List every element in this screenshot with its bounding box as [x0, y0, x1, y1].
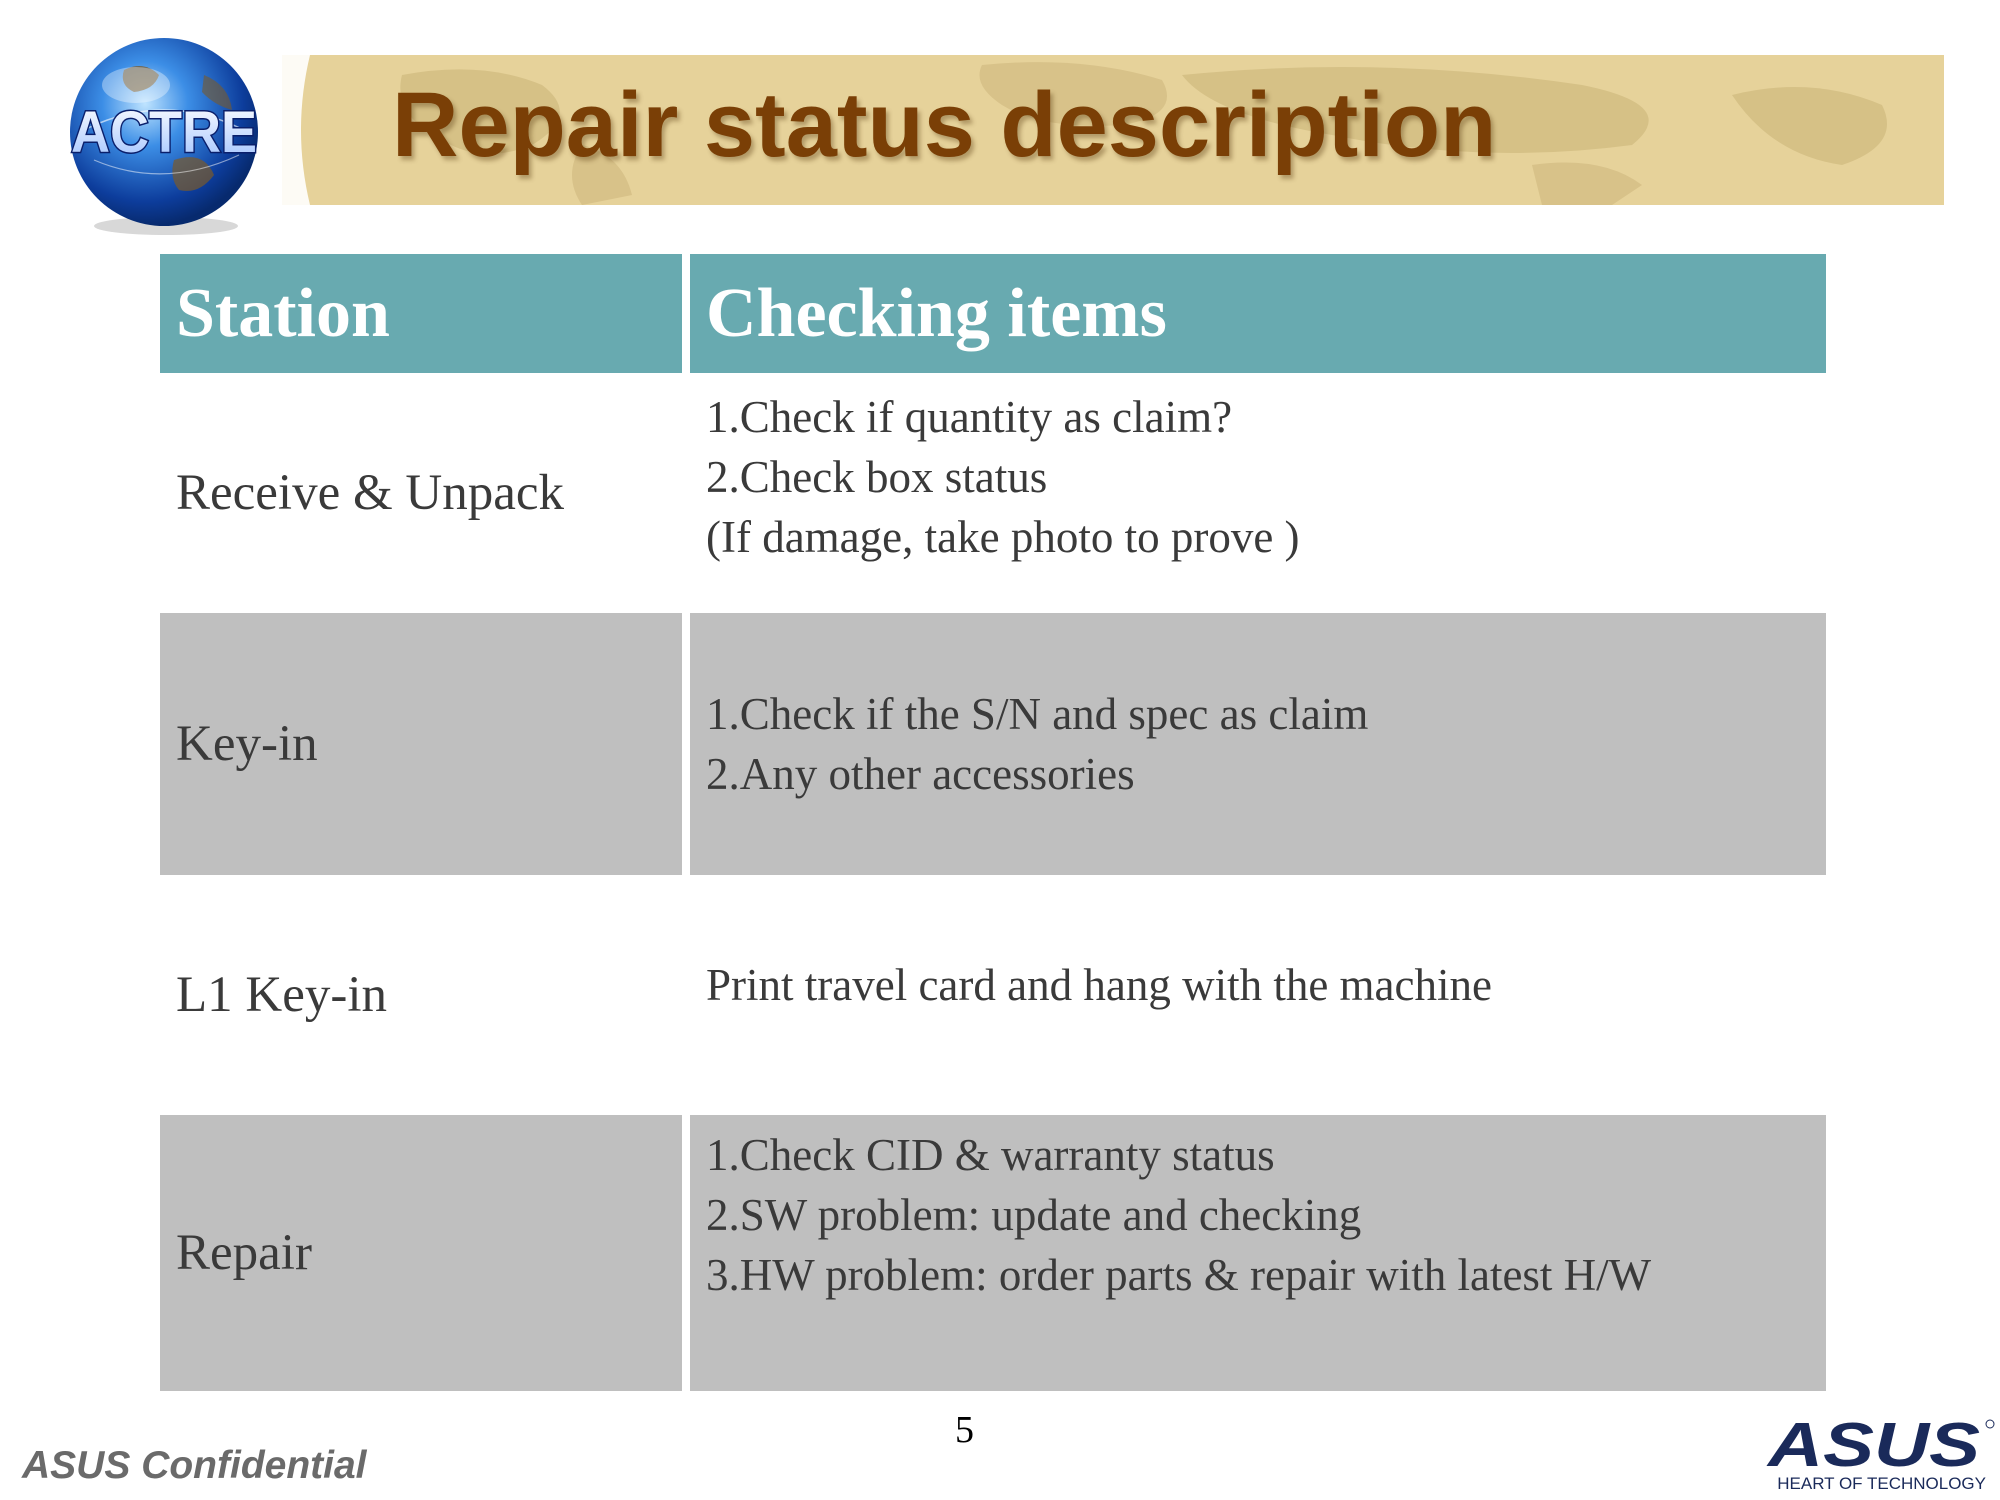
station-cell	[160, 373, 682, 613]
actre-globe-logo	[64, 30, 264, 240]
checking-item: 2.SW problem: update and checking	[706, 1190, 1362, 1240]
station-name: Key-in	[176, 716, 318, 772]
station-cell	[160, 613, 682, 875]
header-station: Station	[160, 254, 682, 373]
checking-item: (If damage, take photo to prove )	[706, 512, 1300, 562]
confidential-label: ASUS Confidential	[22, 1444, 367, 1487]
station-name: Repair	[176, 1225, 312, 1281]
checking-items-list	[706, 387, 1300, 567]
svg-text:ACTRE: ACTRE	[71, 100, 257, 165]
table-row	[160, 373, 1826, 613]
station-name: L1 Key-in	[176, 967, 388, 1023]
page-title: Repair status description	[392, 74, 1497, 176]
checking-item: Print travel card and hang with the machine	[706, 960, 1492, 1010]
checking-items-list	[706, 1125, 1651, 1305]
checking-items-cell	[690, 875, 1826, 1115]
title-band	[282, 55, 1944, 205]
header-checking-items: Checking items	[690, 254, 1826, 373]
station-cell	[160, 875, 682, 1115]
checking-item: 1.Check if the S/N and spec as claim	[706, 689, 1369, 739]
asus-tagline: HEART OF TECHNOLOGY	[1777, 1474, 1986, 1493]
checking-items-cell	[690, 613, 1826, 875]
checking-items-list	[706, 684, 1368, 804]
svg-text:ASUS: ASUS	[1765, 1416, 1980, 1472]
table-row	[160, 875, 1826, 1115]
checking-item: 1.Check if quantity as claim?	[706, 392, 1233, 442]
checking-item: 1.Check CID & warranty status	[706, 1130, 1275, 1180]
station-cell	[160, 1115, 682, 1391]
checking-item: 3.HW problem: order parts & repair with latest H/W	[706, 1250, 1652, 1300]
asus-brand	[1764, 1416, 1996, 1496]
repair-status-table	[160, 254, 1826, 1391]
table-row	[160, 613, 1826, 875]
checking-item: 2.Any other accessories	[706, 749, 1135, 799]
table-header-row	[160, 254, 1826, 373]
page-number: 5	[955, 1409, 974, 1451]
checking-items-cell	[690, 373, 1826, 613]
asus-logo-icon	[1764, 1416, 1996, 1472]
checking-items-list	[706, 955, 1492, 1015]
checking-item: 2.Check box status	[706, 452, 1048, 502]
globe-icon	[64, 30, 264, 240]
station-name: Receive & Unpack	[176, 465, 565, 521]
table-row	[160, 1115, 1826, 1391]
checking-items-cell	[690, 1115, 1826, 1391]
